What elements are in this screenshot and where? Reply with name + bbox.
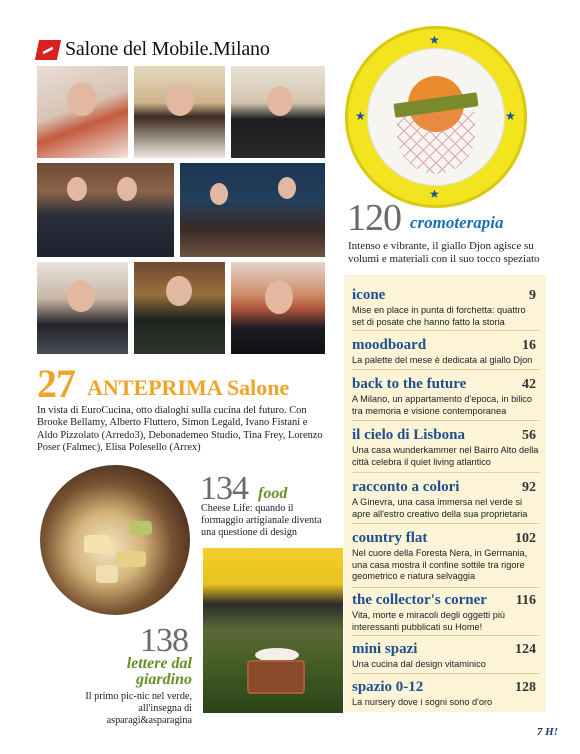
list-item[interactable] [352,679,540,709]
list-item-desc: Vita, morte e miracoli degli oggetti più interessanti pubblicati su Home! [352,610,506,632]
picnic-basket [247,660,305,694]
page-folio [537,726,558,738]
list-item-title: spazio 0-12 [352,679,424,695]
portrait-photo-1 [37,66,128,158]
list-item-desc: Nel cuore della Foresta Nera, in Germania, una casa mostra il confine sottile tra rigore geometrico e natura selvaggia [352,548,528,581]
divider [352,635,540,636]
divider [352,472,540,473]
list-item-title: mini spazi [352,641,418,657]
portrait-photo-2 [134,66,225,158]
brand-name: Salone del Mobile.Milano [65,38,270,60]
portrait-photo-4 [37,163,174,257]
plate-lattice-pattern [397,112,475,174]
feature-138-number: 138 [140,622,188,659]
plate-center [367,48,505,186]
picnic-car-photo [203,548,343,713]
divider [352,523,540,524]
cheese-piece [96,565,118,583]
list-item-page: 9 [529,288,536,303]
feature-120-number: 120 [347,197,401,239]
portrait-photo-8 [231,262,325,354]
list-item-page: 42 [522,377,536,392]
list-item-page: 16 [522,338,536,353]
list-item-desc: A Ginevra, una casa immersa nel verde si apre all'estro creativo della sua proprietaria [352,497,528,519]
list-item-desc: Mise en place in punta di forchetta: quattro set di posate che hanno fatto la storia [352,305,526,327]
list-item-title: back to the future [352,376,467,392]
list-item-title: moodboard [352,337,427,353]
feature-120-description: Intenso e vibrante, il giallo Djon agisce su volumi e materiali con il suo tocco speziato [348,240,540,265]
divider [352,673,540,674]
star-icon: ★ [505,109,516,123]
list-item[interactable] [352,376,540,417]
feature-134-title: food [258,485,288,502]
yellow-plate-photo [345,26,527,208]
feature-120-title: cromoterapia [410,213,504,232]
list-item[interactable] [352,427,540,468]
list-item-title: racconto a colori [352,479,460,495]
page-number: 7 [536,726,543,738]
star-icon: ★ [429,187,440,201]
cheese-board-photo [40,465,190,615]
portrait-photo-5 [180,163,325,257]
divider [352,330,540,331]
feature-27-number: 27 [37,361,75,406]
list-item-desc: A Milano, un appartamento d'epoca, in bilico tra memoria e visione contemporanea [352,394,533,416]
feature-134-number: 134 [200,470,248,507]
list-item-title: icone [352,287,386,303]
feature-138-title: lettere dal giardino [126,655,192,688]
list-item-desc: La palette del mese è dedicata al giallo Djon [352,355,533,365]
grapes [130,521,152,535]
cheese-piece [116,551,146,567]
feature-27-description: In vista di EuroCucina, otto dialoghi sulla cucina del futuro. Con Brooke Bellamy, Alberto Fluttero, Simon Legald, Ivano Fistani e Aldo Pizzolato (Arredo3), Debonademeo Studio, Tina Frey, Lorenzo Poser (Falmec), Elisa Polesello (Arrex) [37,405,323,453]
list-item-title: il cielo di Lisbona [352,427,465,443]
divider [352,369,540,370]
list-item[interactable] [352,592,540,633]
feature-138-description: Il primo pic-nic nel verde, all'insegna di asparagi&asparagina [85,691,192,726]
portrait-photo-6 [37,262,128,354]
list-item-page: 56 [522,428,536,443]
list-item-title: the collector's corner [352,592,487,608]
star-icon: ★ [355,109,366,123]
list-item-page: 124 [515,642,536,657]
brand-logo [37,38,270,61]
divider [352,420,540,421]
divider [352,587,540,588]
list-item-desc: Una cucina dal design vitaminico [352,659,486,669]
list-item-desc: Una casa wunderkammer nel Bairro Alto della città celebra il quiet living atlantico [352,445,539,467]
star-icon: ★ [429,33,440,47]
salone-logo-icon [35,40,61,60]
list-item-page: 102 [515,531,536,546]
list-item-page: 128 [515,680,536,695]
list-item-page: 116 [515,593,536,608]
list-item[interactable] [352,479,540,520]
feature-134-description: Cheese Life: quando il formaggio artigianale diventa una questione di design [201,503,322,538]
portrait-photo-7 [134,262,225,354]
contents-list [344,275,546,712]
list-item[interactable] [352,530,540,583]
list-item[interactable] [352,641,540,671]
list-item[interactable] [352,337,540,367]
list-item-title: country flat [352,530,428,546]
list-item-desc: La nursery dove i sogni sono d'oro [352,697,493,707]
list-item-page: 92 [522,480,536,495]
cheese-piece [84,535,110,553]
magazine-mark: H! [545,726,558,738]
feature-27-title: ANTEPRIMA Salone [87,375,290,400]
list-item[interactable] [352,287,540,328]
portrait-photo-3 [231,66,325,158]
